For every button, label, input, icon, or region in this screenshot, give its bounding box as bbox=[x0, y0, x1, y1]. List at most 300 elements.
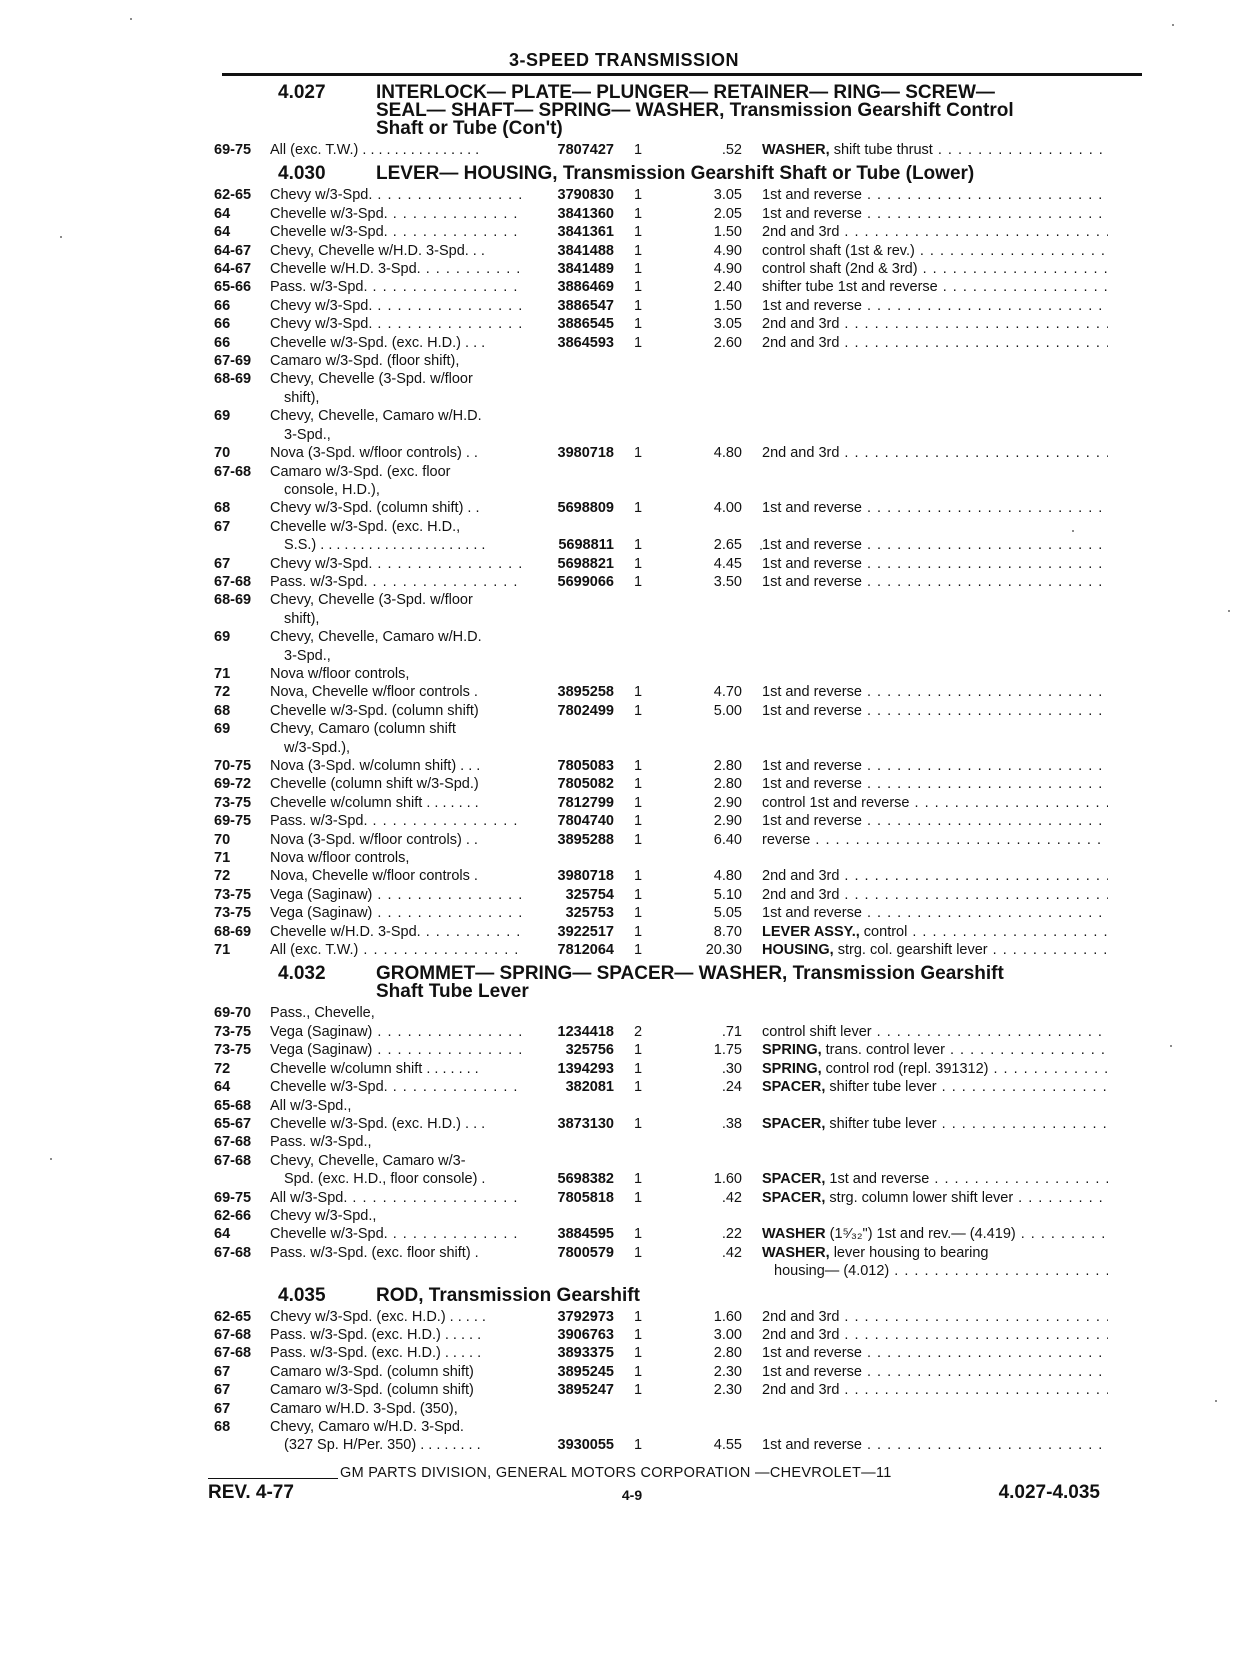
application-description bbox=[270, 812, 524, 830]
part-name: WASHER, bbox=[762, 142, 830, 158]
application-description bbox=[270, 407, 524, 444]
part-row bbox=[214, 223, 1144, 241]
part-note bbox=[762, 555, 1108, 573]
part-detail: 1st and reverse bbox=[762, 297, 862, 314]
part-detail: shifter tube 1st and reverse bbox=[762, 279, 938, 296]
scan-speck bbox=[760, 548, 762, 550]
part-number: 1234418 bbox=[557, 1023, 614, 1040]
part-detail: 1st and reverse bbox=[762, 684, 862, 701]
model-years: 72 bbox=[214, 868, 231, 885]
application-description bbox=[270, 886, 524, 904]
quantity: 1 bbox=[634, 1115, 643, 1132]
description-line: 3-Spd., bbox=[284, 426, 331, 443]
part-number: 7804740 bbox=[557, 813, 614, 830]
part-number: 5698811 bbox=[558, 537, 614, 554]
description-line: Chevy, Chevelle, Camaro w/H.D. bbox=[270, 629, 482, 646]
price: .71 bbox=[721, 1023, 742, 1040]
part-number: 3980718 bbox=[557, 445, 614, 462]
model-years: 70 bbox=[214, 445, 231, 462]
part-row bbox=[214, 628, 1144, 665]
part-note bbox=[762, 1023, 1108, 1041]
model-years: 69 bbox=[214, 629, 231, 646]
part-row bbox=[214, 1023, 1144, 1041]
application-description bbox=[270, 904, 524, 922]
part-row bbox=[214, 794, 1144, 812]
model-years: 69 bbox=[214, 408, 231, 425]
model-years: 64 bbox=[214, 1226, 231, 1243]
scan-speck bbox=[50, 1158, 52, 1160]
description-line: Chevy w/3-Spd. . . . bbox=[270, 186, 524, 204]
description-line: Vega (Saginaw) . . . bbox=[270, 1023, 524, 1041]
price: .22 bbox=[721, 1226, 742, 1243]
application-description bbox=[270, 1326, 524, 1344]
application-description bbox=[270, 1060, 524, 1078]
section-heading bbox=[214, 82, 1144, 138]
application-description bbox=[270, 831, 524, 849]
quantity: 1 bbox=[634, 1382, 643, 1399]
price: 1.50 bbox=[713, 224, 742, 241]
model-years: 68-69 bbox=[214, 371, 252, 388]
section-number: 4.035 bbox=[278, 1284, 326, 1306]
scan-speck bbox=[1072, 530, 1074, 532]
part-detail: 2nd and 3rd bbox=[762, 316, 840, 333]
model-years: 72 bbox=[214, 684, 231, 701]
part-note bbox=[762, 223, 1108, 241]
price: 2.90 bbox=[713, 794, 742, 811]
application-description bbox=[270, 499, 524, 517]
description-line: Chevelle w/3-Spd. (exc. H.D.) . . . bbox=[270, 334, 486, 351]
part-row bbox=[214, 1326, 1144, 1344]
description-line: All w/3-Spd., bbox=[270, 1097, 352, 1114]
model-years: 67 bbox=[214, 1382, 231, 1399]
description-line: Pass. w/3-Spd. . . . bbox=[270, 812, 524, 830]
application-description bbox=[270, 1189, 524, 1207]
part-note bbox=[762, 141, 1108, 159]
application-description bbox=[270, 702, 524, 720]
part-number: 3841489 bbox=[557, 261, 614, 278]
part-number: 3841360 bbox=[557, 205, 614, 222]
model-years: 72 bbox=[214, 1060, 231, 1077]
part-row bbox=[214, 1381, 1144, 1399]
part-name: LEVER ASSY., bbox=[762, 923, 860, 940]
application-description bbox=[270, 518, 524, 555]
model-years: 67-68 bbox=[214, 463, 252, 480]
part-note bbox=[762, 573, 1108, 591]
price: 4.55 bbox=[713, 1437, 742, 1454]
application-description bbox=[270, 867, 524, 885]
model-years: 65-66 bbox=[214, 279, 252, 296]
part-row bbox=[214, 1133, 1144, 1151]
part-row bbox=[214, 812, 1144, 830]
quantity: 1 bbox=[634, 1363, 643, 1380]
price: 4.45 bbox=[713, 555, 742, 572]
section-title bbox=[376, 963, 1144, 1001]
part-row bbox=[214, 555, 1144, 573]
quantity: 1 bbox=[634, 758, 643, 774]
quantity: 1 bbox=[634, 1437, 643, 1454]
part-note bbox=[762, 757, 1108, 775]
price: 2.05 bbox=[713, 205, 742, 222]
part-detail: trans. control lever bbox=[821, 1042, 945, 1059]
application-description bbox=[270, 683, 524, 701]
scan-speck bbox=[1170, 1045, 1172, 1047]
application-description bbox=[270, 665, 524, 683]
section-rows bbox=[214, 1004, 1144, 1280]
description-line: Pass. w/3-Spd. . . . bbox=[270, 573, 524, 591]
part-row bbox=[214, 463, 1144, 500]
part-note bbox=[762, 1308, 1108, 1326]
part-row bbox=[214, 683, 1144, 701]
price: .52 bbox=[721, 142, 742, 158]
part-note bbox=[762, 205, 1108, 223]
price: 2.65 bbox=[713, 537, 742, 554]
part-number: 3886547 bbox=[557, 297, 614, 314]
application-description bbox=[270, 242, 524, 260]
part-row bbox=[214, 260, 1144, 278]
application-description bbox=[270, 923, 524, 941]
model-years: 73-75 bbox=[214, 1042, 252, 1059]
description-line: Chevy w/3-Spd. (exc. H.D.) . . . . . bbox=[270, 1308, 486, 1325]
part-note bbox=[762, 1381, 1108, 1399]
model-years: 69-75 bbox=[214, 813, 252, 830]
part-detail: strg. col. gearshift lever bbox=[833, 942, 988, 959]
model-years: 69-72 bbox=[214, 776, 252, 793]
quantity: 1 bbox=[634, 334, 643, 351]
quantity: 1 bbox=[634, 205, 643, 222]
part-note bbox=[762, 1363, 1108, 1381]
quantity: 1 bbox=[634, 794, 643, 811]
part-detail: 1st and reverse bbox=[762, 702, 862, 719]
part-detail: 1st and reverse bbox=[762, 555, 862, 572]
model-years: 64 bbox=[214, 224, 231, 241]
part-number: 325753 bbox=[565, 905, 614, 922]
section-title-line: GROMMET— SPRING— SPACER— WASHER, Transmission Gearshift bbox=[376, 963, 1004, 985]
section-rows bbox=[214, 1308, 1144, 1455]
application-description bbox=[270, 941, 524, 959]
part-note bbox=[762, 1225, 1108, 1243]
model-years: 69-70 bbox=[214, 1005, 252, 1022]
part-number: 5699066 bbox=[557, 573, 614, 590]
footer-rule bbox=[208, 1478, 338, 1479]
title-rule bbox=[222, 73, 1142, 76]
description-line: Nova (3-Spd. w/floor controls) . . bbox=[270, 445, 478, 462]
part-detail: 1st and reverse bbox=[762, 537, 862, 554]
part-note bbox=[762, 1078, 1108, 1096]
price: 2.90 bbox=[713, 813, 742, 830]
quantity: 1 bbox=[634, 1226, 643, 1243]
scan-speck bbox=[1215, 1400, 1217, 1402]
part-number: 3886469 bbox=[557, 279, 614, 296]
description-line: Nova w/floor controls, bbox=[270, 850, 410, 867]
application-description bbox=[270, 757, 524, 775]
part-row bbox=[214, 720, 1144, 757]
description-line: Nova w/floor controls, bbox=[270, 665, 410, 682]
quantity: 1 bbox=[634, 1042, 643, 1059]
application-description bbox=[270, 444, 524, 462]
part-detail: 1st and reverse bbox=[762, 1345, 862, 1362]
price: 1.75 bbox=[713, 1042, 742, 1059]
part-detail: 1st and reverse bbox=[762, 1363, 862, 1380]
part-detail: 2nd and 3rd bbox=[762, 1382, 840, 1399]
model-years: 66 bbox=[214, 334, 231, 351]
price: 2.30 bbox=[713, 1382, 742, 1399]
application-description bbox=[270, 1381, 524, 1399]
part-detail: reverse bbox=[762, 831, 811, 848]
application-description bbox=[270, 1097, 524, 1115]
part-row bbox=[214, 1060, 1144, 1078]
description-line: Chevelle w/H.D. 3-Spd. . . . bbox=[270, 260, 524, 278]
part-detail: 1st and reverse bbox=[825, 1171, 930, 1188]
price: .30 bbox=[721, 1060, 742, 1077]
part-row bbox=[214, 904, 1144, 922]
part-name: WASHER, bbox=[762, 1244, 830, 1261]
part-detail: 2nd and 3rd bbox=[762, 224, 840, 241]
model-years: 62-66 bbox=[214, 1207, 252, 1224]
section-number: 4.027 bbox=[278, 82, 326, 103]
part-note bbox=[762, 831, 1108, 849]
part-detail: 1st and reverse bbox=[762, 758, 862, 774]
part-row bbox=[214, 1078, 1144, 1096]
model-years: 67-69 bbox=[214, 353, 252, 370]
quantity: 1 bbox=[634, 1345, 643, 1362]
part-row bbox=[214, 831, 1144, 849]
price: 2.40 bbox=[713, 279, 742, 296]
part-number: 7805083 bbox=[557, 758, 614, 774]
description-line: Chevelle w/H.D. 3-Spd. . . . bbox=[270, 923, 524, 941]
quantity: 1 bbox=[634, 831, 643, 848]
description-line: Chevy w/3-Spd. . . . bbox=[270, 297, 524, 315]
application-description bbox=[270, 1004, 524, 1022]
part-row bbox=[214, 370, 1144, 407]
application-description bbox=[270, 334, 524, 352]
part-detail: 1st and reverse bbox=[762, 205, 862, 222]
part-detail: 2nd and 3rd bbox=[762, 886, 840, 903]
model-years: 67 bbox=[214, 555, 231, 572]
price: 4.80 bbox=[713, 445, 742, 462]
part-row bbox=[214, 665, 1144, 683]
price: 2.80 bbox=[713, 758, 742, 774]
model-years: 71 bbox=[214, 665, 231, 682]
model-years: 68 bbox=[214, 702, 231, 719]
description-line: Spd. (exc. H.D., floor console) . bbox=[284, 1171, 486, 1188]
part-name: SPACER, bbox=[762, 1171, 826, 1188]
model-years: 69-75 bbox=[214, 1189, 252, 1206]
description-line: Chevelle w/3-Spd. . . . bbox=[270, 223, 524, 241]
part-row bbox=[214, 941, 1144, 959]
application-description bbox=[270, 223, 524, 241]
part-number: 3906763 bbox=[557, 1326, 614, 1343]
section-heading bbox=[214, 963, 1144, 1001]
price: .24 bbox=[721, 1079, 742, 1096]
description-line: Camaro w/H.D. 3-Spd. (350), bbox=[270, 1400, 458, 1417]
part-row bbox=[214, 757, 1144, 775]
description-line: Chevelle (column shift w/3-Spd.) bbox=[270, 776, 479, 793]
section-number: 4.030 bbox=[278, 163, 326, 185]
part-note bbox=[762, 904, 1108, 922]
part-number: 5698382 bbox=[557, 1171, 614, 1188]
part-row bbox=[214, 499, 1144, 517]
price: 3.05 bbox=[713, 316, 742, 333]
application-description bbox=[270, 573, 524, 591]
application-description bbox=[270, 1023, 524, 1041]
description-line: Pass. w/3-Spd. (exc. H.D.) . . . . . bbox=[270, 1326, 482, 1343]
model-years: 69-75 bbox=[214, 142, 252, 158]
description-line: Chevelle w/3-Spd. (exc. H.D., bbox=[270, 518, 461, 535]
application-description bbox=[270, 720, 524, 757]
model-years: 73-75 bbox=[214, 794, 252, 811]
part-note bbox=[762, 775, 1108, 793]
part-number: 3895247 bbox=[557, 1382, 614, 1399]
part-row bbox=[214, 1418, 1144, 1455]
part-detail: control shift lever bbox=[762, 1023, 872, 1040]
part-detail: control shaft (2nd & 3rd) bbox=[762, 261, 918, 278]
application-description bbox=[270, 278, 524, 296]
model-years: 73-75 bbox=[214, 886, 252, 903]
part-row bbox=[214, 886, 1144, 904]
description-line: 3-Spd., bbox=[284, 647, 331, 664]
part-note bbox=[762, 1170, 1108, 1188]
quantity: 1 bbox=[634, 1060, 643, 1077]
part-detail: 1st and reverse bbox=[762, 905, 862, 922]
part-note bbox=[762, 1344, 1108, 1362]
part-note bbox=[762, 315, 1108, 333]
part-row bbox=[214, 591, 1144, 628]
quantity: 1 bbox=[634, 279, 643, 296]
section-title-line: ROD, Transmission Gearshift bbox=[376, 1284, 640, 1306]
footer-revision: REV. 4-77 bbox=[208, 1482, 294, 1503]
model-years: 62-65 bbox=[214, 1308, 252, 1325]
price: .38 bbox=[721, 1115, 742, 1132]
description-line: Chevy, Chevelle, Camaro w/3- bbox=[270, 1152, 466, 1169]
part-number: 3884595 bbox=[557, 1226, 614, 1243]
description-line: Camaro w/3-Spd. (column shift) bbox=[270, 1382, 474, 1399]
quantity: 1 bbox=[634, 1171, 643, 1188]
section-heading bbox=[214, 163, 1144, 183]
description-line: Chevy, Chevelle (3-Spd. w/floor bbox=[270, 592, 473, 609]
price: 5.10 bbox=[713, 886, 742, 903]
application-description bbox=[270, 1152, 524, 1189]
part-note bbox=[762, 1436, 1108, 1454]
description-line: Chevelle w/3-Spd. . . . bbox=[270, 205, 524, 223]
model-years: 71 bbox=[214, 850, 231, 867]
price: 3.00 bbox=[713, 1326, 742, 1343]
part-note bbox=[762, 1244, 1108, 1262]
description-line: Chevelle w/3-Spd. . . . bbox=[270, 1225, 524, 1243]
quantity: 1 bbox=[634, 187, 643, 204]
model-years: 70 bbox=[214, 831, 231, 848]
description-line: (327 Sp. H/Per. 350) . . . . . . . . bbox=[284, 1437, 481, 1454]
price: 4.80 bbox=[713, 868, 742, 885]
part-detail: control bbox=[859, 923, 908, 940]
part-note bbox=[762, 186, 1108, 204]
part-detail: control shaft (1st & rev.) bbox=[762, 242, 915, 259]
section-title-line: Shaft or Tube (Con't) bbox=[376, 118, 563, 139]
part-note bbox=[762, 812, 1108, 830]
part-number: 3873130 bbox=[557, 1115, 614, 1132]
section-number: 4.032 bbox=[278, 963, 326, 985]
model-years: 67-68 bbox=[214, 1244, 252, 1261]
price: 6.40 bbox=[713, 831, 742, 848]
part-note bbox=[762, 1041, 1108, 1059]
quantity: 1 bbox=[634, 500, 643, 517]
part-note bbox=[762, 886, 1108, 904]
price: 1.60 bbox=[713, 1171, 742, 1188]
part-row bbox=[214, 1004, 1144, 1022]
part-row bbox=[214, 315, 1144, 333]
description-line: Pass. w/3-Spd. . . . bbox=[270, 278, 524, 296]
part-note bbox=[762, 867, 1108, 885]
application-description bbox=[270, 186, 524, 204]
part-row bbox=[214, 1115, 1144, 1133]
section-title bbox=[376, 163, 1144, 183]
model-years: 65-68 bbox=[214, 1097, 252, 1114]
part-number: 1394293 bbox=[557, 1060, 614, 1077]
part-number: 5698821 bbox=[557, 555, 614, 572]
part-number: 7805082 bbox=[557, 776, 614, 793]
quantity: 1 bbox=[634, 555, 643, 572]
part-row bbox=[214, 242, 1144, 260]
price: 2.30 bbox=[713, 1363, 742, 1380]
quantity: 1 bbox=[634, 813, 643, 830]
application-description bbox=[270, 141, 524, 159]
price: 5.00 bbox=[713, 702, 742, 719]
part-name: SPRING, bbox=[762, 1042, 822, 1059]
model-years: 66 bbox=[214, 316, 231, 333]
application-description bbox=[270, 463, 524, 500]
scan-speck bbox=[1172, 24, 1174, 26]
quantity: 1 bbox=[634, 537, 643, 554]
part-row bbox=[214, 1308, 1144, 1326]
part-note bbox=[762, 444, 1108, 462]
application-description bbox=[270, 1363, 524, 1381]
application-description bbox=[270, 1041, 524, 1059]
part-row bbox=[214, 1097, 1144, 1115]
description-line: Camaro w/3-Spd. (column shift) bbox=[270, 1363, 474, 1380]
part-detail: 2nd and 3rd bbox=[762, 1326, 840, 1343]
part-number: 3980718 bbox=[557, 868, 614, 885]
application-description bbox=[270, 628, 524, 665]
scan-speck bbox=[1228, 610, 1230, 612]
price: 3.50 bbox=[713, 573, 742, 590]
description-line: Pass. w/3-Spd. (exc. floor shift) . bbox=[270, 1244, 479, 1261]
section-title-line: LEVER— HOUSING, Transmission Gearshift Shaft or Tube (Lower) bbox=[376, 163, 975, 185]
part-row bbox=[214, 1189, 1144, 1207]
application-description bbox=[270, 1344, 524, 1362]
application-description bbox=[270, 297, 524, 315]
footer-publisher: GM PARTS DIVISION, GENERAL MOTORS CORPORATION —CHEVROLET—11 bbox=[340, 1465, 892, 1481]
part-detail: 1st and reverse bbox=[762, 187, 862, 204]
part-row bbox=[214, 278, 1144, 296]
scan-speck bbox=[60, 236, 62, 238]
description-line: Chevelle w/column shift . . . . . . . bbox=[270, 794, 479, 811]
part-detail: shifter tube lever bbox=[825, 1079, 937, 1096]
application-description bbox=[270, 315, 524, 333]
part-note bbox=[762, 242, 1108, 260]
part-row bbox=[214, 1344, 1144, 1362]
part-note bbox=[762, 499, 1108, 517]
part-detail: control rod (repl. 391312) bbox=[821, 1060, 989, 1077]
part-row bbox=[214, 1207, 1144, 1225]
part-name: WASHER bbox=[762, 1226, 826, 1243]
page-title: 3-SPEED TRANSMISSION bbox=[508, 50, 740, 70]
description-line: shift), bbox=[284, 610, 320, 627]
part-number: 325754 bbox=[565, 886, 614, 903]
quantity: 1 bbox=[634, 1308, 643, 1325]
part-number: 3922517 bbox=[557, 923, 614, 940]
quantity: 1 bbox=[634, 445, 643, 462]
part-number: 3886545 bbox=[557, 316, 614, 333]
model-years: 66 bbox=[214, 297, 231, 314]
